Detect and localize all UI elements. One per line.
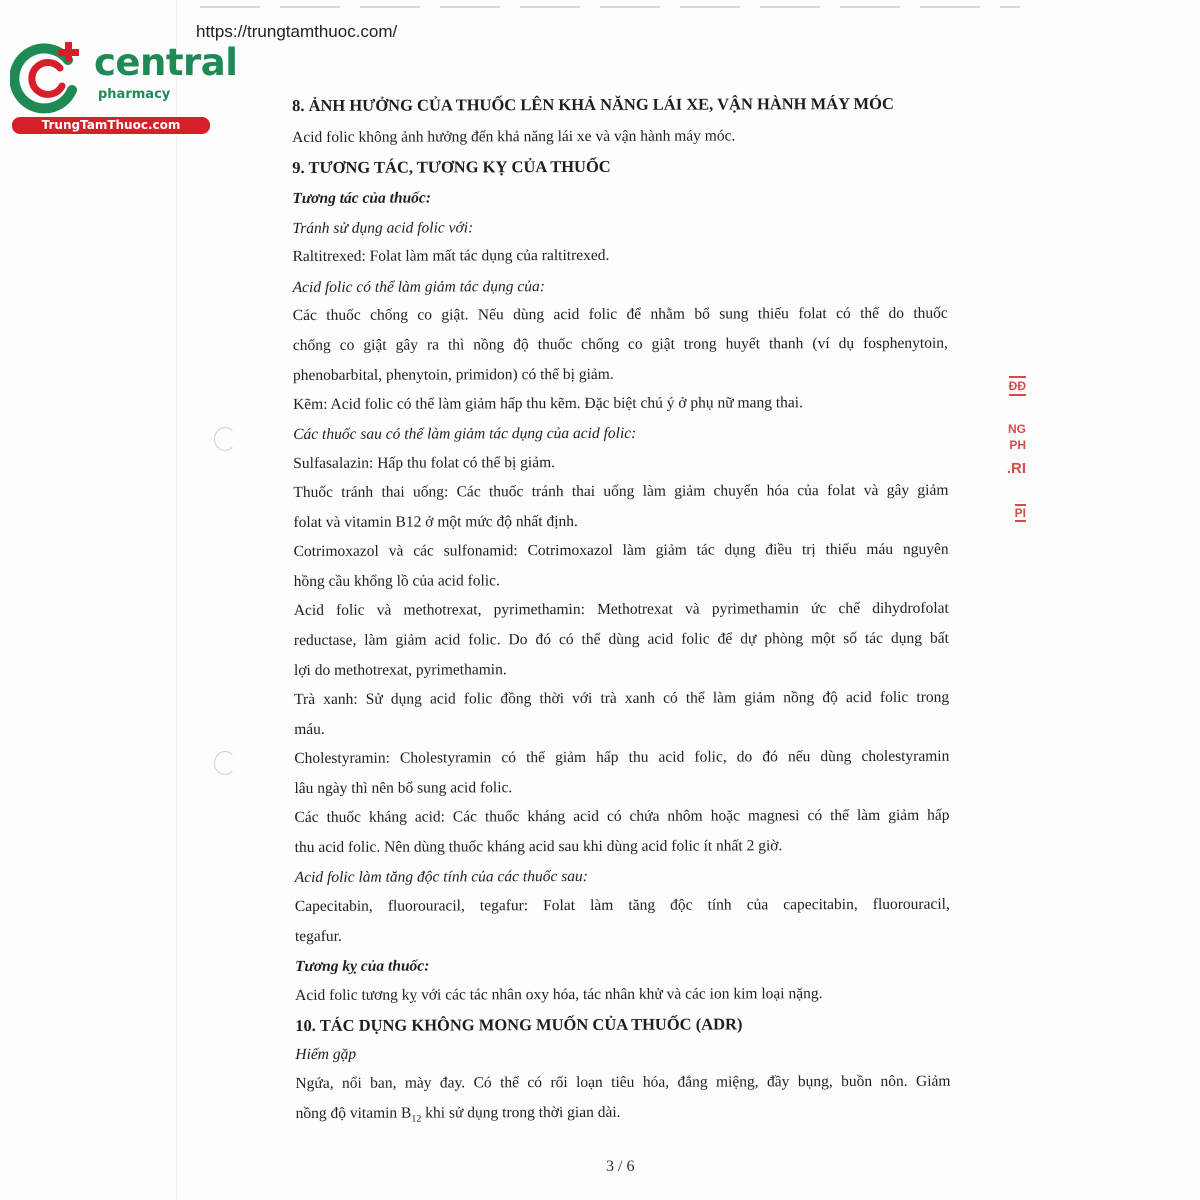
paragraph-line: Acid folic không ảnh hưởng đến khả năng lái xe và vận hành máy móc. [292, 127, 736, 146]
paragraph-line [296, 1104, 621, 1129]
paragraph-line: lợi do methotrexat, pyrimethamin. [293, 661, 507, 679]
italic-subheading: Các thuốc sau có thể làm giảm tác dụng của acid folic: [293, 424, 637, 443]
italic-subheading: Acid folic có thể làm giảm tác dụng của: [292, 278, 545, 296]
pharmacy-cross-logo-icon [10, 38, 90, 116]
paragraph-line: folat và vitamin B12 ở một mức độ nhất định. [293, 513, 578, 531]
page-left-edge [176, 0, 177, 1200]
paragraph-line: hồng cầu khổng lồ của acid folic. [293, 572, 500, 590]
central-pharmacy-logo [10, 38, 238, 138]
section-heading: 8. ẢNH HƯỞNG CỦA THUỐC LÊN KHẢ NĂNG LÁI XE, VẬN HÀNH MÁY MÓC [292, 93, 894, 115]
stamp-text: PI [1014, 506, 1026, 520]
logo-wordmark: central [94, 41, 238, 84]
paragraph-line: Kẽm: Acid folic có thể làm giảm hấp thu kẽm. Đặc biệt chú ý ở phụ nữ mang thai. [293, 394, 804, 413]
watermark-url[interactable]: https://trungtamthuoc.com/ [196, 22, 398, 41]
paragraph-line: Các thuốc chống co giật. Nếu dùng acid folic để nhằm bổ sung thiếu folat có thể do thuốc [292, 304, 948, 324]
subheading: Tương kỵ của thuốc: [295, 957, 430, 975]
section-heading: 10. TÁC DỤNG KHÔNG MONG MUỐN CỦA THUỐC (ADR) [295, 1014, 743, 1035]
page-number: 3 / 6 [606, 1158, 635, 1175]
italic-subheading: Hiếm gặp [295, 1045, 357, 1063]
stamp-text: PH [1009, 438, 1026, 452]
red-stamp-fragment [1004, 370, 1030, 530]
paragraph-line: Acid folic tương kỵ với các tác nhân oxy hóa, tác nhân khử và các ion kim loại nặng. [295, 985, 823, 1004]
paragraph-line: lâu ngày thì nên bổ sung acid folic. [294, 779, 513, 797]
logo-banner[interactable]: TrungTamThuoc.com [12, 117, 210, 134]
section-heading: 9. TƯƠNG TÁC, TƯƠNG KỴ CỦA THUỐC [292, 156, 611, 177]
paragraph-line: Các thuốc kháng acid: Các thuốc kháng acid có chứa nhôm hoặc magnesi có thể làm giảm hấp [294, 806, 950, 826]
paragraph-line: Acid folic và methotrexat, pyrimethamin: Methotrexat và pyrimethamin ức chế dihydrofolat [293, 599, 949, 619]
paragraph-line: Ngứa, nổi ban, mày đay. Có thể có rối loạn tiêu hóa, đắng miệng, đầy bụng, buồn nôn. Giảm [295, 1072, 951, 1092]
punch-hole-top [214, 427, 236, 451]
vitamin-line-start: nồng độ vitamin B [295, 1104, 412, 1122]
paragraph-line: chống co giật gây ra thì nồng độ thuốc chống co giật trong huyết thanh (ví dụ fosphenytoin, [292, 334, 948, 354]
paragraph-line: thu acid folic. Nên dùng thuốc kháng acid sau khi dùng acid folic ít nhất 2 giờ. [294, 837, 783, 856]
logo-subtitle: pharmacy [98, 87, 171, 102]
italic-subheading: Acid folic làm tăng độc tính của các thuốc sau: [294, 867, 588, 886]
vitamin-line-end: khi sử dụng trong thời gian dài. [421, 1103, 621, 1122]
stamp-text: NG [1008, 422, 1026, 436]
paragraph-line: Thuốc tránh thai uống: Các thuốc tránh thai uống làm giảm chuyển hóa của folat và gây giảm [293, 481, 949, 501]
paragraph-line: Sulfasalazin: Hấp thu folat có thể bị giảm. [293, 454, 556, 472]
italic-subheading: Tránh sử dụng acid folic với: [292, 219, 474, 237]
paragraph-line: Cotrimoxazol và các sulfonamid: Cotrimoxazol làm giảm tác dụng điều trị thiếu máu nguyên [293, 540, 949, 560]
paragraph-line: Trà xanh: Sử dụng acid folic đồng thời với trà xanh có thể làm giảm nồng độ acid folic trong [294, 688, 950, 708]
paragraph-line: máu. [294, 720, 325, 738]
paragraph-line: reductase, làm giảm acid folic. Do đó có thể dùng acid folic để dự phòng một số tác dụng bất [293, 629, 949, 649]
subscript-12: 12 [411, 1113, 422, 1125]
stamp-text: ĐĐ [1009, 376, 1026, 396]
paragraph-line: Raltitrexed: Folat làm mất tác dụng của raltitrexed. [292, 246, 610, 265]
paragraph-line: Capecitabin, fluorouracil, tegafur: Folat làm tăng độc tính của capecitabin, fluorouracil, [294, 895, 950, 915]
punch-hole-bottom [214, 751, 236, 775]
page-top-edge [200, 6, 1020, 8]
stamp-text: .RI [1006, 460, 1026, 477]
subheading: Tương tác của thuốc: [292, 189, 431, 207]
paragraph-line: phenobarbital, phenytoin, primidon) có thể bị giảm. [292, 365, 614, 384]
paragraph-line: tegafur. [294, 927, 342, 945]
paragraph-line: Cholestyramin: Cholestyramin có thể giảm hấp thu acid folic, do đó nếu dùng cholestyramin [294, 747, 950, 767]
